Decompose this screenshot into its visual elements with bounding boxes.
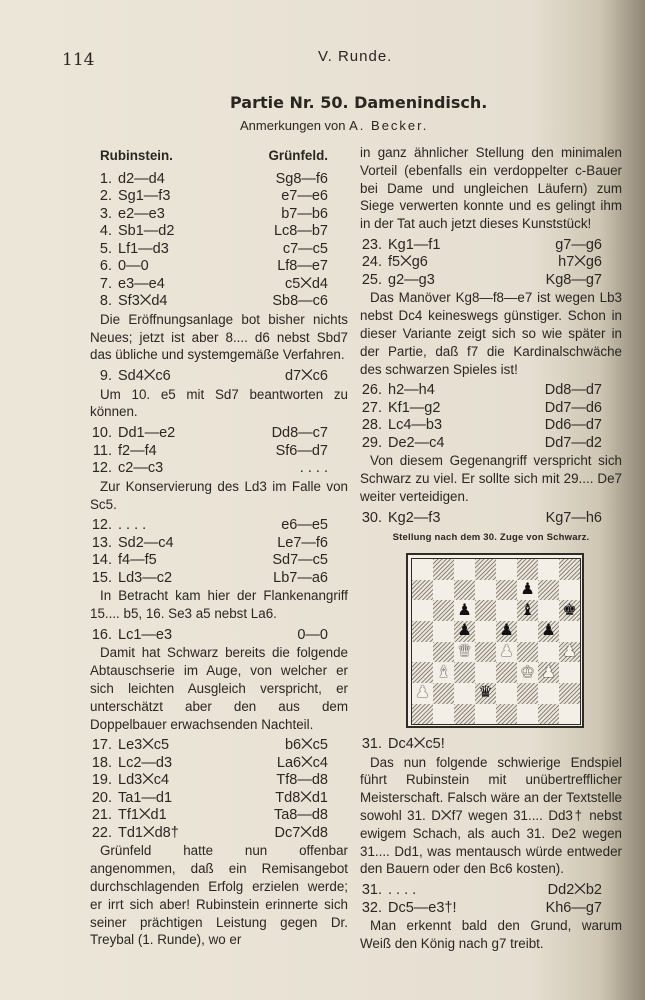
annotation: Die Eröffnungsanlage bot bisher nichts Neues; jetzt ist aber 8.... d6 nebst Sbd7 das übliche und systemgemäße Verfahren. (90, 311, 348, 363)
annotation: Damit hat Schwarz bereits die folgende Abtauschserie im Auge, von welcher er sich leichten Ausgleich verspricht, er unterschätzt aber den aus dem Doppelbauer erwachsenden Nachteil. (90, 645, 348, 732)
board-square (538, 704, 559, 725)
white-move: De2—c4 (388, 434, 445, 451)
board-square (517, 662, 538, 683)
annotation: Das nun folgende schwierige Endspiel führt Rubinstein mit unübertrefflicher Meisterschaft. Falsch wäre an der Textstelle sowohl 31. D⨉f7 wegen 31.... Dd3† nebst ewigem Schach, als auch 31. De2 wegen 31.... Dd1, was mentausch würde entweder den Bauern oder den Bc6 kosten). (360, 754, 622, 877)
white-move: d2—d4 (118, 170, 165, 187)
board-square (454, 704, 475, 725)
board-square (475, 642, 496, 663)
move-row (90, 552, 348, 570)
moves-block (90, 737, 348, 842)
move-row (360, 417, 622, 435)
white-move: Tf1⨉d1 (118, 807, 167, 824)
board-square (517, 600, 538, 621)
white-move: h2—h4 (388, 382, 435, 399)
white-move: Sd4⨉c6 (118, 368, 171, 385)
move-number: 3. (99, 205, 112, 222)
annotation: Grünfeld hatte nun offenbar angenommen, daß ein Remisangebot durchschlagenden Erfolg erzielen werde; er irrt sich aber! Rubinstein erinnerte sich seiner prächtigen Leistung gegen Dr. Treybal (1. Runde), wo er (90, 843, 348, 948)
white-move: Kf1—g2 (388, 399, 441, 416)
black-move: 0—0 (297, 626, 328, 643)
moves-block (360, 237, 622, 290)
move-number: 26. (361, 382, 382, 399)
black-move: c7—c5 (282, 240, 328, 257)
black-move: Le7—f6 (277, 534, 328, 551)
board-square (475, 704, 496, 725)
board-square (433, 683, 454, 704)
black-bishop-icon: ♝ (520, 601, 535, 619)
move-number: 25. (361, 271, 382, 288)
move-row (360, 435, 622, 453)
white-move: e3—e4 (118, 275, 165, 292)
black-move: Dc7⨉d8 (274, 824, 328, 841)
black-move: Ta8—d8 (273, 807, 328, 824)
white-move: Ta1—d1 (118, 789, 173, 806)
move-row (90, 223, 348, 241)
move-number: 8. (99, 293, 112, 310)
move-row (90, 241, 348, 259)
black-move: Lf8—e7 (277, 258, 328, 275)
black-move: Kg7—h6 (545, 509, 602, 526)
move-number: 7. (99, 275, 112, 292)
right-column (360, 144, 622, 957)
board-square (475, 662, 496, 683)
move-number: 27. (361, 399, 382, 416)
white-move: g2—g3 (388, 271, 435, 288)
board-square (559, 559, 580, 580)
move-row (360, 254, 622, 272)
move-row (90, 276, 348, 294)
black-pawn-icon: ♟ (520, 581, 535, 599)
move-number: 24. (361, 254, 382, 271)
white-move: Sf3⨉d4 (118, 293, 168, 310)
white-move: Ld3⨉c4 (118, 772, 170, 789)
white-move: e2—e3 (118, 205, 165, 222)
board-square (559, 600, 580, 621)
board-square (559, 642, 580, 663)
white-move: . . . . (118, 517, 147, 534)
white-move: Lc1—e3 (118, 626, 173, 643)
annotator-prefix: Anmerkungen von (240, 118, 346, 133)
black-move: Dd7—d6 (544, 399, 602, 416)
white-queen-icon: ♛ (457, 642, 472, 660)
chess-board (411, 558, 581, 725)
white-move: Lf1—d3 (118, 240, 169, 257)
board-square (496, 621, 517, 642)
board-square (517, 621, 538, 642)
black-move: Sg8—f6 (275, 170, 328, 187)
white-move: Ld3—c2 (118, 569, 173, 586)
black-move: b7—b6 (281, 205, 328, 222)
black-move: Dd2⨉b2 (547, 882, 602, 899)
page-number: 114 (62, 50, 95, 70)
board-square (496, 580, 517, 601)
board-square (433, 642, 454, 663)
move-number: 29. (361, 434, 382, 451)
white-pawn-icon: ♟ (541, 663, 556, 681)
move-row (90, 807, 348, 825)
board-square (496, 559, 517, 580)
board-square (454, 642, 475, 663)
moves-block (360, 882, 622, 917)
board-square (496, 704, 517, 725)
board-square (538, 621, 559, 642)
annotation: in ganz ähnlicher Stellung den minimalen Vorteil (ebenfalls ein verdoppelter c-Bauer bei Dame und ungleichen Läufern) zum Siege verwerten konnte und es gelingt ihm in der Tat auch jetzt dieses Kunststück! (360, 145, 622, 232)
board-square (496, 600, 517, 621)
board-square (454, 600, 475, 621)
white-move: Kg2—f3 (388, 509, 441, 526)
board-square (412, 662, 433, 683)
move-row (90, 755, 348, 773)
board-square (475, 683, 496, 704)
white-pawn-icon: ♟ (499, 642, 514, 660)
move-number: 17. (91, 737, 112, 754)
annotation: Um 10. e5 mit Sd7 beantworten zu können. (90, 386, 348, 420)
black-move: Dd6—d7 (544, 417, 602, 434)
board-square (454, 662, 475, 683)
board-square (475, 559, 496, 580)
black-move: b6⨉c5 (284, 737, 328, 754)
annotator-line (240, 118, 428, 133)
board-square (412, 704, 433, 725)
board-square (454, 580, 475, 601)
board-square (496, 642, 517, 663)
black-pawn-icon: ♟ (499, 622, 514, 640)
white-move: Lc4—b3 (388, 417, 443, 434)
move-row (360, 400, 622, 418)
board-square (433, 600, 454, 621)
black-move: g7—g6 (555, 236, 602, 253)
black-move: Dd8—c7 (271, 425, 328, 442)
board-square (517, 683, 538, 704)
move-row (360, 237, 622, 255)
left-column (90, 144, 348, 953)
black-player: Grünfeld. (268, 148, 328, 163)
board-square (538, 559, 559, 580)
white-player: Rubinstein. (100, 148, 173, 163)
move-number: 11. (92, 442, 112, 459)
moves-block (360, 736, 622, 754)
move-row (90, 425, 348, 443)
board-square (412, 683, 433, 704)
annotation: In Betracht kam hier der Flankenangriff 15.... b5, 16. Se3 a5 nebst La6. (90, 588, 348, 622)
board-square (559, 580, 580, 601)
board-square (559, 704, 580, 725)
player-names (100, 147, 348, 165)
black-move: h7⨉g6 (558, 254, 602, 271)
white-move: Kg1—f1 (388, 236, 441, 253)
move-row (90, 790, 348, 808)
white-pawn-icon: ♟ (415, 684, 430, 702)
move-number: 31. (361, 882, 382, 899)
white-move: c2—c3 (118, 460, 164, 477)
white-move: Sg1—f3 (118, 188, 171, 205)
board-square (496, 662, 517, 683)
moves-block (90, 627, 348, 645)
move-number: 23. (361, 236, 382, 253)
move-row (360, 382, 622, 400)
move-row (90, 171, 348, 189)
move-number: 12. (91, 460, 112, 477)
move-number: 13. (91, 534, 112, 551)
move-number: 6. (99, 258, 112, 275)
move-number: 18. (91, 754, 112, 771)
move-number: 31. (361, 736, 382, 753)
move-row (90, 206, 348, 224)
move-number: 20. (91, 789, 112, 806)
move-row (360, 510, 622, 528)
move-number: 21. (91, 807, 112, 824)
annotator-name: A. Becker. (349, 118, 429, 133)
board-square (475, 580, 496, 601)
move-number: 32. (361, 899, 382, 916)
moves-block (360, 510, 622, 528)
move-row (90, 535, 348, 553)
white-move: f4—f5 (118, 552, 157, 569)
move-number: 28. (361, 417, 382, 434)
white-move: Lc2—d3 (118, 754, 173, 771)
move-number: 12. (91, 517, 112, 534)
move-number: 19. (91, 772, 112, 789)
moves-block (90, 425, 348, 478)
move-row (90, 517, 348, 535)
move-row (90, 772, 348, 790)
black-move: Lb7—a6 (273, 569, 328, 586)
board-square (517, 704, 538, 725)
white-move: Dd1—e2 (118, 425, 176, 442)
black-move: Kh6—g7 (545, 899, 602, 916)
board-square (517, 559, 538, 580)
moves-block (90, 171, 348, 311)
board-square (433, 580, 454, 601)
black-move: d7⨉c6 (284, 368, 328, 385)
board-square (412, 600, 433, 621)
move-row (90, 825, 348, 843)
running-head: V. Runde. (318, 48, 393, 65)
board-square (517, 580, 538, 601)
move-number: 14. (91, 552, 112, 569)
board-square (538, 642, 559, 663)
board-square (412, 580, 433, 601)
moves-block (90, 368, 348, 386)
white-move: Le3⨉c5 (118, 737, 170, 754)
board-square (517, 642, 538, 663)
move-row (360, 882, 622, 900)
move-row (90, 443, 348, 461)
board-square (454, 683, 475, 704)
move-row (90, 460, 348, 478)
moves-block (90, 517, 348, 587)
board-square (538, 683, 559, 704)
game-title: Partie Nr. 50. Damenindisch. (230, 93, 488, 112)
move-row (360, 900, 622, 918)
annotation: Zur Konservierung des Ld3 im Falle von Sc5. (90, 478, 348, 512)
move-row (360, 736, 622, 754)
move-row (90, 737, 348, 755)
move-number: 4. (99, 223, 112, 240)
board-square (433, 621, 454, 642)
move-row (90, 188, 348, 206)
board-square (559, 662, 580, 683)
board-square (475, 600, 496, 621)
white-move: f2—f4 (118, 442, 157, 459)
board-square (496, 683, 517, 704)
board-square (433, 559, 454, 580)
black-queen-icon: ♛ (478, 684, 493, 702)
black-move: Td8⨉d1 (275, 789, 328, 806)
board-square (559, 683, 580, 704)
black-move: Lc8—b7 (273, 223, 328, 240)
white-move: 0—0 (118, 258, 149, 275)
move-row (90, 293, 348, 311)
black-king-icon: ♚ (562, 601, 577, 619)
black-move: Dd8—d7 (544, 382, 602, 399)
move-number: 2. (99, 188, 112, 205)
move-row (360, 272, 622, 290)
board-square (412, 559, 433, 580)
white-pawn-icon: ♟ (562, 642, 577, 660)
annotation: Das Manöver Kg8—f8—e7 ist wegen Lb3 nebst Dc4 keineswegs günstiger. Schon in dieser Variante zeigt sich so wie später in der Partie, daß f7 die Kardinalschwäche des schwarzen Spieles ist! (360, 290, 622, 377)
white-move: Sb1—d2 (118, 223, 175, 240)
move-number: 15. (91, 569, 112, 586)
board-square (433, 704, 454, 725)
move-number: 9. (99, 368, 112, 385)
move-row (90, 627, 348, 645)
white-bishop-icon: ♝ (436, 663, 451, 681)
move-number: 22. (91, 824, 112, 841)
white-move: f5⨉g6 (388, 254, 428, 271)
white-move: Dc5—e3†! (388, 899, 457, 916)
black-move: Kg8—g7 (545, 271, 602, 288)
white-move: Sd2—c4 (118, 534, 174, 551)
board-square (538, 662, 559, 683)
black-move: e6—e5 (281, 517, 328, 534)
white-move: Dc4⨉c5! (388, 736, 445, 753)
black-move: La6⨉c4 (276, 754, 328, 771)
diagram-caption: Stellung nach dem 30. Zuge von Schwarz. (392, 532, 590, 544)
move-row (90, 570, 348, 588)
move-number: 5. (99, 240, 112, 257)
white-king-icon: ♚ (520, 663, 535, 681)
board-square (538, 600, 559, 621)
board-square (412, 642, 433, 663)
black-move: Dd7—d2 (544, 434, 602, 451)
black-move (481, 736, 622, 754)
board-square (433, 662, 454, 683)
move-row (90, 368, 348, 386)
black-move: Sf6—d7 (275, 442, 328, 459)
board-square (475, 621, 496, 642)
black-move: Sd7—c5 (272, 552, 328, 569)
white-move: . . . . (388, 882, 417, 899)
annotation: Man erkennt bald den Grund, warum Weiß den König nach g7 treibt. (360, 918, 622, 952)
move-number: 16. (91, 626, 112, 643)
black-move: Tf8—d8 (276, 772, 328, 789)
move-number: 1. (99, 170, 112, 187)
chess-diagram (406, 553, 584, 728)
black-move: . . . . (299, 460, 328, 477)
white-move: Td1⨉d8† (118, 824, 179, 841)
move-number: 10. (91, 425, 112, 442)
annotation: Von diesem Gegenangriff verspricht sich Schwarz zu viel. Er sollte sich mit 29.... De7 weiter verteidigen. (360, 453, 622, 505)
black-move: Sb8—c6 (272, 293, 328, 310)
black-move: c5⨉d4 (284, 275, 328, 292)
board-square (454, 559, 475, 580)
black-pawn-icon: ♟ (457, 601, 472, 619)
move-row (90, 258, 348, 276)
move-number: 30. (361, 509, 382, 526)
board-square (454, 621, 475, 642)
board-square (538, 580, 559, 601)
black-pawn-icon: ♟ (541, 622, 556, 640)
black-move: e7—e6 (281, 188, 328, 205)
board-square (559, 621, 580, 642)
black-pawn-icon: ♟ (457, 622, 472, 640)
moves-block (360, 382, 622, 452)
board-square (412, 621, 433, 642)
